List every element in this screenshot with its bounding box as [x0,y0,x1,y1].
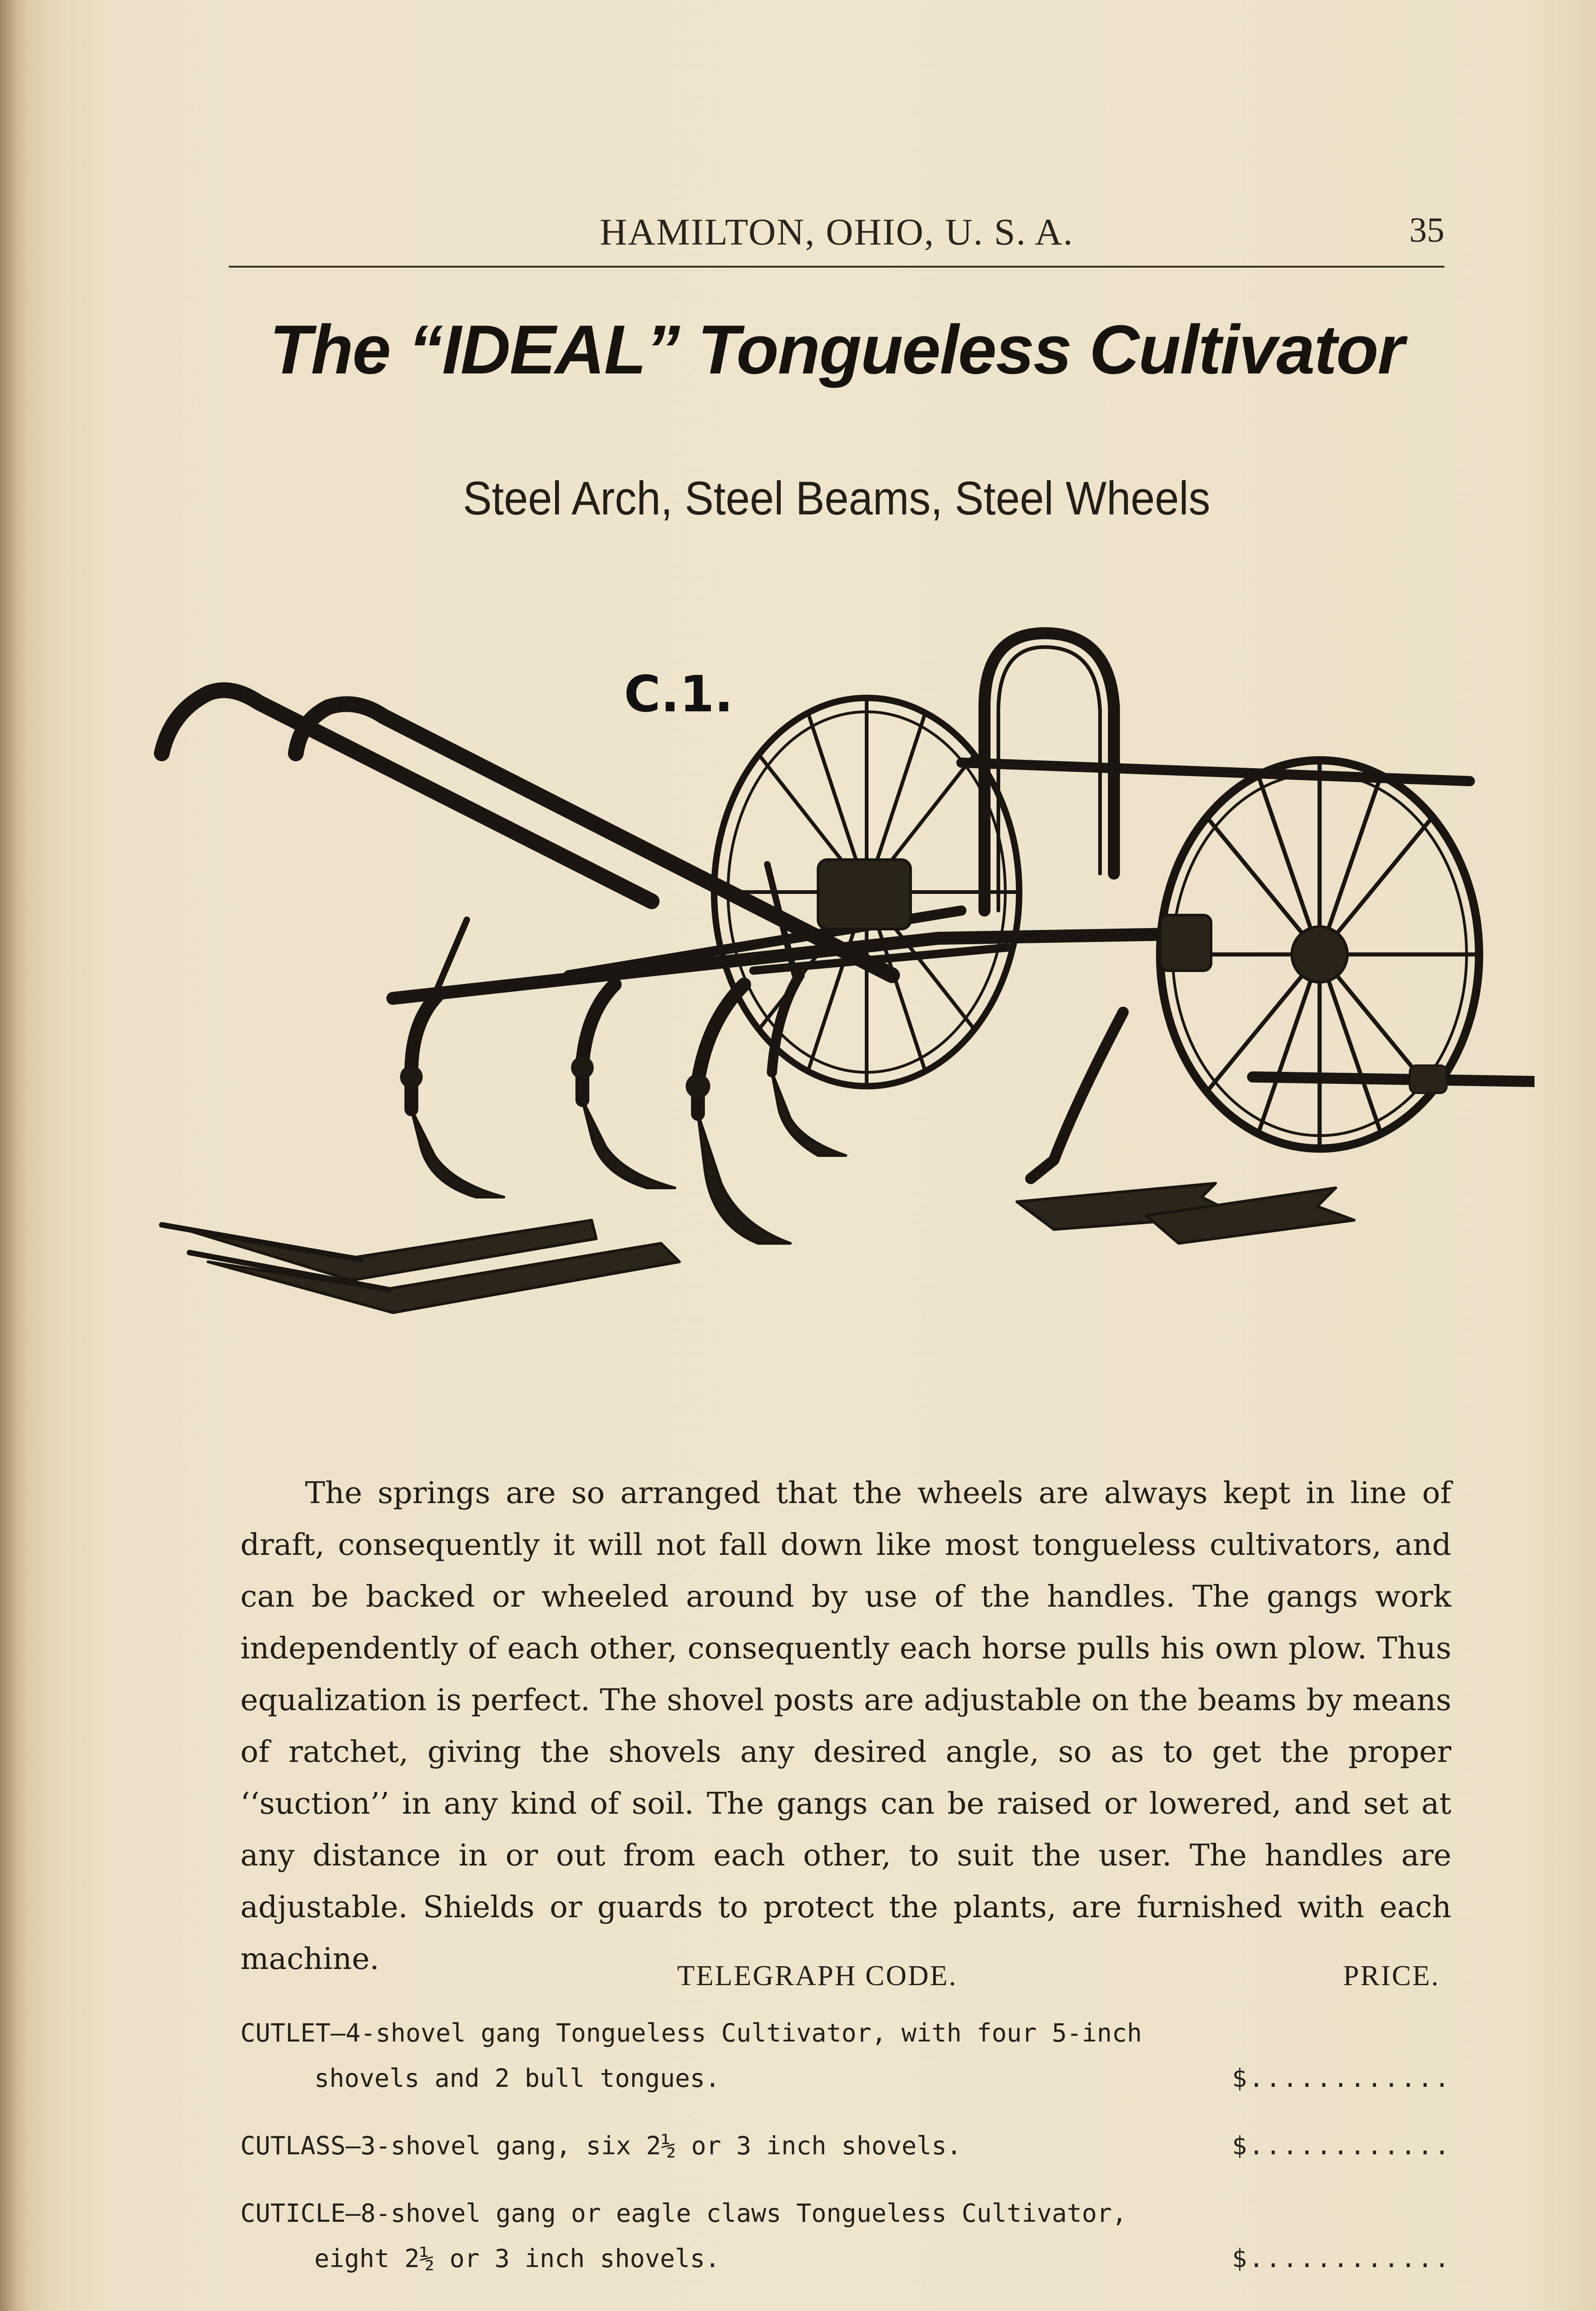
price-list [240,2011,1451,2304]
plant-shield [162,1220,679,1313]
book-spine-shadow [0,0,28,2311]
list-item [240,2011,1451,2101]
item-description: CUTICLE—8-shovel gang or eagle claws Tongueless Cultivator, [240,2199,1127,2228]
shovel-gang [571,984,675,1188]
plant-shield [1017,1183,1354,1243]
list-item [240,2191,1451,2281]
page-title: The “IDEAL” Tongueless Cultivator [269,311,1404,388]
item-description: CUTLASS—3-shovel gang, six 2½ or 3 inch shovels. [240,2131,962,2160]
shovel-gang [400,994,504,1197]
item-price: $............ [1232,2064,1451,2093]
price-list-header [229,1960,1449,2001]
item-description: CUTLET—4-shovel gang Tongueless Cultivator, with four 5-inch [240,2018,1142,2048]
page-header [229,210,1444,266]
telegraph-code-heading: TELEGRAPH CODE. [677,1960,958,1992]
illustration-label: C.1. [624,666,734,723]
cultivator-engraving [153,615,1535,1382]
page-subtitle: Steel Arch, Steel Beams, Steel Wheels [463,472,1211,525]
page-number: 35 [1409,211,1444,250]
item-description-cont: shovels and 2 bull tongues. [314,2064,720,2093]
header-rule [229,266,1444,268]
item-price: $............ [1232,2131,1451,2160]
running-head: HAMILTON, OHIO, U. S. A. [599,211,1074,253]
item-description-cont: eight 2½ or 3 inch shovels. [314,2244,720,2273]
list-item [240,2123,1451,2169]
item-price: $............ [1232,2244,1451,2273]
description-paragraph: The springs are so arranged that the wheels are always kept in line of draft, consequently it will not fall down like most tongueless cultivators, and can be backed or wheeled around by use of the handles. The gangs work independently of each other, consequently each horse pulls his own plow. Thus equalization is perfect. The shovel posts are adjustable on the beams by means of ratchet, giving the shovels any desired angle, so as to get the proper ‘‘suction’’ in any kind of soil. The gangs can be raised or lowered, and set at any distance in or out from each other, to suit the user. The handles are adjustable. Shields or guards to protect the plants, are furnished with each machine. [240,1476,1451,1976]
price-heading: PRICE. [1343,1960,1440,1992]
